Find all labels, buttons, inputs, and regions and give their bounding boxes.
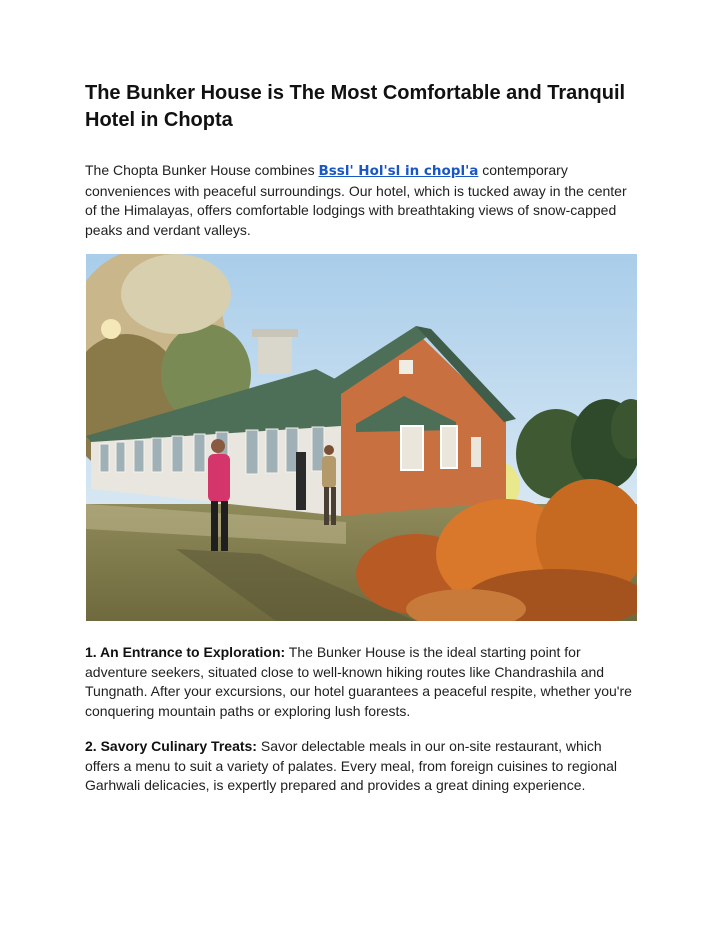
document-body [85,80,637,240]
intro-text-end: contemporary conveniences with peaceful surroundings. Our hotel, which is tucked away in the center of the Himalayas, offers comfortable lodgings with breathtaking views of snow-capped peaks and verdant valleys. [85,162,627,238]
chimney [252,329,298,374]
intro-text-start: The Chopta Bunker House combines [85,162,319,178]
section-body: Savor delectable meals in our on-site restaurant, which offers a menu to suit a variety of palates. Every meal, from foreign cuisines to regional Garhwali delicacies, is expertly prepared and provides a great dining experience. [85,738,617,793]
section-body: The Bunker House is the ideal starting point for adventure seekers, situated close to well-known hiking routes like Chandrashila and Tungnath. After your excursions, our hotel guarantees a peaceful respite, whether you're conquering mountain paths or exploring lush forests. [85,644,632,719]
hotel-link[interactable]: Bssl' Hol'sl in chopl'a [318,163,479,179]
page-title: The Bunker House is The Most Comfortable and Tranquil Hotel in Chopta [85,82,626,131]
bunker-house-photo [86,254,637,621]
intro-paragraph [85,161,637,240]
section-heading: 1. An Entrance to Exploration: [85,644,286,660]
section-exploration [85,643,637,721]
person-standing [322,445,336,525]
section-heading: 2. Savory Culinary Treats: [85,738,257,754]
section-culinary [85,737,637,796]
